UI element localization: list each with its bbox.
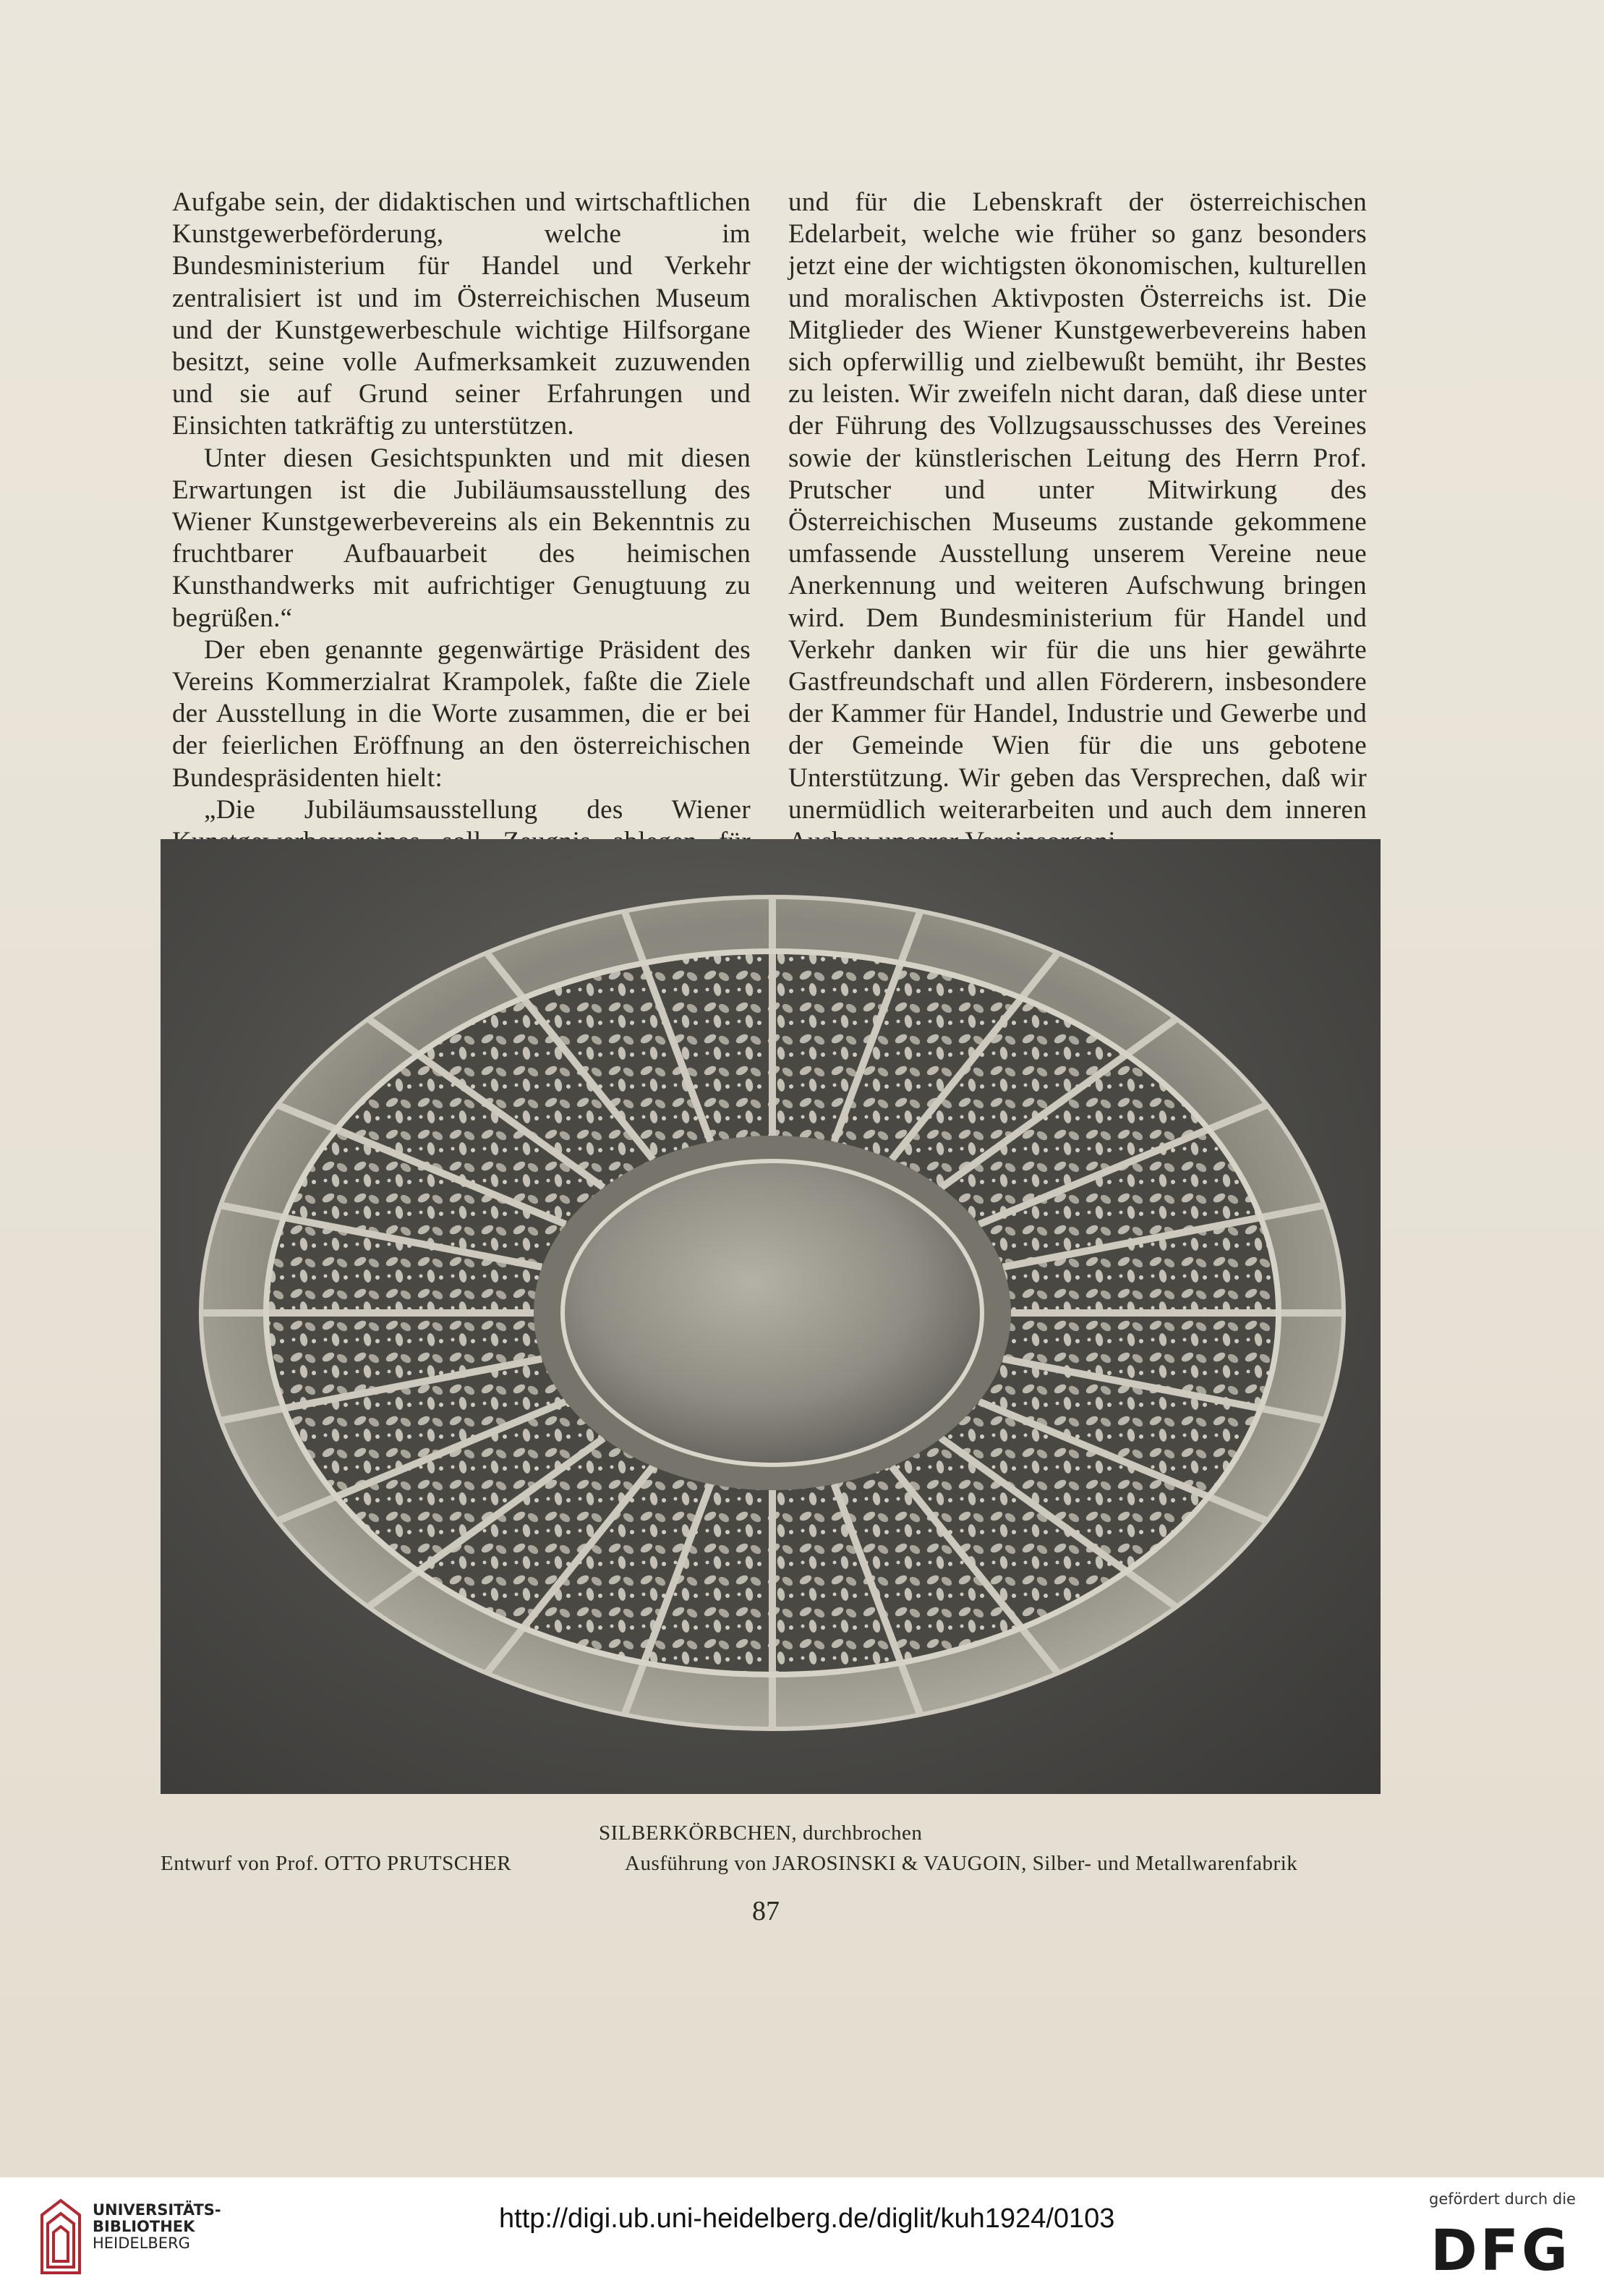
silver-basket-illustration <box>161 839 1381 1794</box>
dfg-logo: DFG <box>1430 2219 1571 2284</box>
page-number: 87 <box>752 1896 780 1926</box>
library-name-line: HEIDELBERG <box>93 2235 190 2252</box>
figure-caption-designer: Entwurf von Prof. OTTO PRUTSCHER <box>161 1852 512 1875</box>
figure-caption-title: SILBERKÖRBCHEN, durchbrochen <box>599 1821 923 1845</box>
library-name <box>93 2202 221 2252</box>
digitization-footer <box>0 2177 1604 2296</box>
text-column-left <box>172 187 751 890</box>
library-name-line: BIBLIOTHEK <box>93 2218 195 2235</box>
paragraph: und für die Lebenskraft der österreichischen Edelarbeit, welche wie früher so ganz besonders jetzt eine der wichtigsten ökonomischen, kulturellen und moralischen Aktivposten Österreichs ist. Die Mitglieder des Wiener Kunstgewerbevereins haben sich opferwillig und zielbewußt bemüht, ihr Bestes zu leisten. Wir zweifeln nicht daran, daß diese unter der Führung des Vollzugsausschusses des Vereines sowie der künstlerischen Leitung des Herrn Prof. Prutscher und unter Mitwirkung des Österreichischen Museums zustande gekommene umfassende Ausstellung unserem Vereine neue Anerkennung und weiteren Aufschwung bringen wird. Dem Bundesministerium für Handel und Verkehr danken wir für die uns hier gewährte Gastfreundschaft und allen Förderern, insbesondere der Kammer für Handel, Industrie und Gewerbe und der Gemeinde Wien für die uns gebotene Unterstützung. Wir geben das Versprechen, daß wir unermüdlich weiterarbeiten und auch dem inneren <box>788 187 1367 825</box>
paragraph: Unter diesen Gesichtspunkten und mit diesen Erwartungen ist die Jubiläumsausstellung des Wiener Kunstgewerbevereins als ein Bekenntnis zu fruchtbarer Aufbauarbeit des heimischen Kunsthandwerks mit aufrichtiger Genugtuung zu begrüßen.“ <box>172 443 751 633</box>
paragraph: „Die Jubiläumsausstellung des Wiener <box>204 794 751 825</box>
text-column-right <box>788 187 1367 858</box>
photo-silver-basket <box>161 839 1381 1794</box>
permalink-url[interactable]: http://digi.ub.uni-heidelberg.de/diglit/kuh1924/0103 <box>499 2203 1115 2234</box>
paragraph: Der eben genannte gegenwärtige Präsident des Vereins Kommerzialrat Krampolek, faßte die Ziele der Ausstellung in die Worte zusammen, die er bei der feierlichen Eröffnung an den österreichischen Bundespräsidenten hielt: <box>172 634 751 793</box>
sponsor-caption: gefördert durch die <box>1429 2190 1576 2208</box>
figure-caption-manufacturer: Ausführung von JAROSINSKI & VAUGOIN, Silber- und Metallwarenfabrik <box>625 1852 1298 1875</box>
library-name-line: UNIVERSITÄTS- <box>93 2201 221 2219</box>
paragraph: Aufgabe sein, der didaktischen und wirtschaftlichen Kunstgewerbeförderung, welche im Bundesministerium für Handel und Verkehr zentralisiert ist und im Österreichischen Museum und der Kunstgewerbeschule wichtige Hilfsorgane besitzt, seine volle Aufmerksamkeit zuzuwenden und sie auf Grund seiner Erfahrungen und Einsichten tatkräftig zu unterstützen. <box>172 187 751 441</box>
library-logo-icon <box>36 2186 87 2282</box>
